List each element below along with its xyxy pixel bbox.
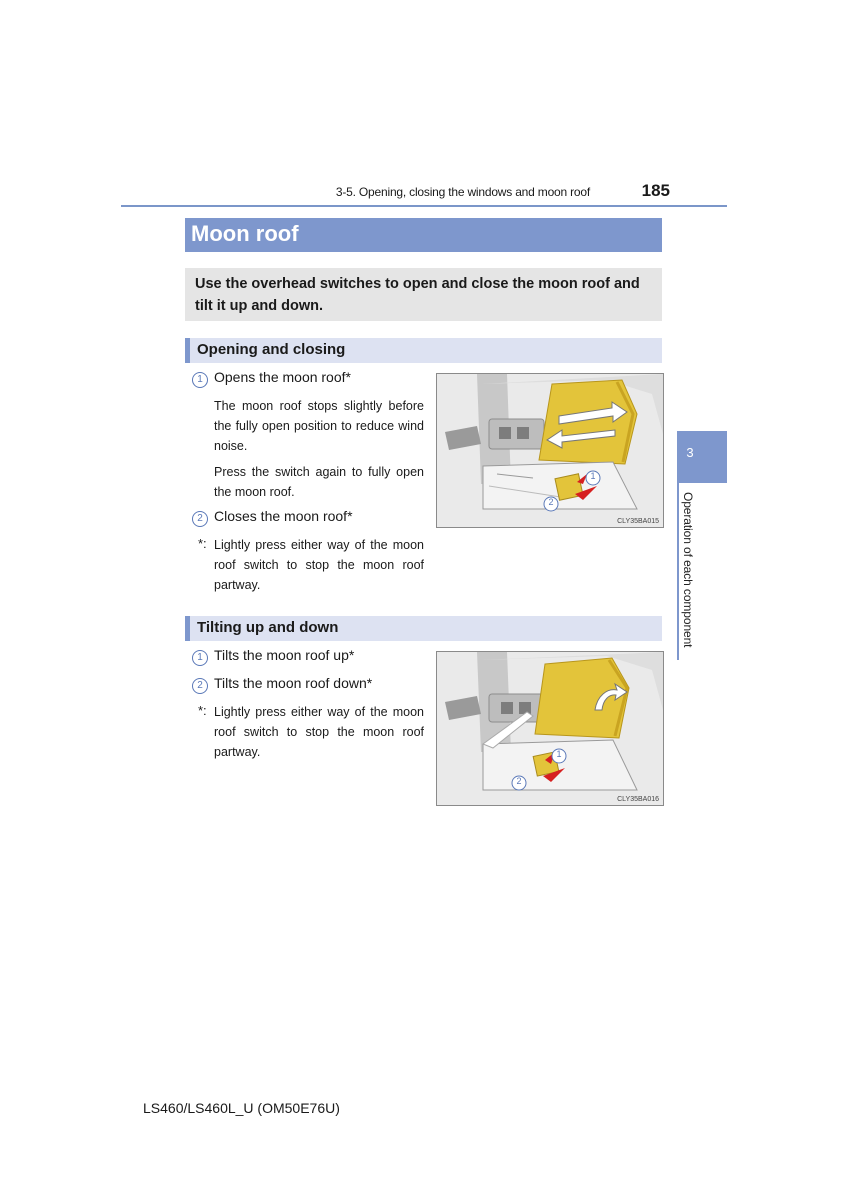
opening-closing-heading-bar — [185, 338, 662, 363]
note-mark: *: — [198, 703, 207, 718]
figure-callout-2: 2 — [516, 776, 522, 786]
opening-note: Lightly press either way of the moon roof switch to stop the moon roof partway. — [214, 538, 424, 592]
opening-paragraph-1: The moon roof stops slightly before the fully open position to reduce wind noise. — [214, 399, 424, 453]
header-rule — [121, 205, 727, 207]
page-number: 185 — [641, 181, 670, 200]
figure-code: CLY35BA016 — [617, 796, 659, 803]
opening-paragraph-2: Press the switch again to fully open the moon roof. — [214, 465, 424, 499]
figure-callout-1: 1 — [590, 471, 596, 481]
page-title: Moon roof — [191, 221, 299, 246]
running-header-section: 3-5. Opening, closing the windows and moon roof — [335, 185, 590, 199]
tilting-heading: Tilting up and down — [197, 619, 339, 636]
step-tilt-up-label: Tilts the moon roof up* — [214, 647, 355, 663]
title-bar — [185, 218, 662, 252]
opening-closing-heading: Opening and closing — [197, 341, 346, 358]
step-number-1: 1 — [192, 650, 208, 666]
moon-roof-tilt-illustration — [436, 651, 664, 806]
moon-roof-open-close-illustration — [436, 373, 664, 528]
chapter-title-vertical: Operation of each component — [681, 492, 695, 648]
step-number-2: 2 — [192, 511, 208, 527]
intro-text: Use the overhead switches to open and close the moon roof and tilt it up and down. — [195, 276, 640, 314]
illustration-drawing — [437, 652, 663, 805]
step-opens-label: Opens the moon roof* — [214, 369, 351, 385]
tilting-heading-bar — [185, 616, 662, 641]
figure-code: CLY35BA015 — [617, 518, 659, 525]
step-closes-label: Closes the moon roof* — [214, 508, 353, 524]
footer-model-code: LS460/LS460L_U (OM50E76U) — [143, 1100, 340, 1116]
step-number-2: 2 — [192, 678, 208, 694]
figure-callout-2: 2 — [548, 497, 554, 507]
tilting-note: Lightly press either way of the moon roof switch to stop the moon roof partway. — [214, 705, 424, 759]
chapter-number: 3 — [686, 445, 694, 460]
figure-callout-1: 1 — [556, 749, 562, 759]
step-number-1: 1 — [192, 372, 208, 388]
note-mark: *: — [198, 536, 207, 551]
chapter-tab — [677, 431, 727, 483]
intro-box — [185, 268, 662, 321]
step-tilt-down-label: Tilts the moon roof down* — [214, 675, 373, 691]
